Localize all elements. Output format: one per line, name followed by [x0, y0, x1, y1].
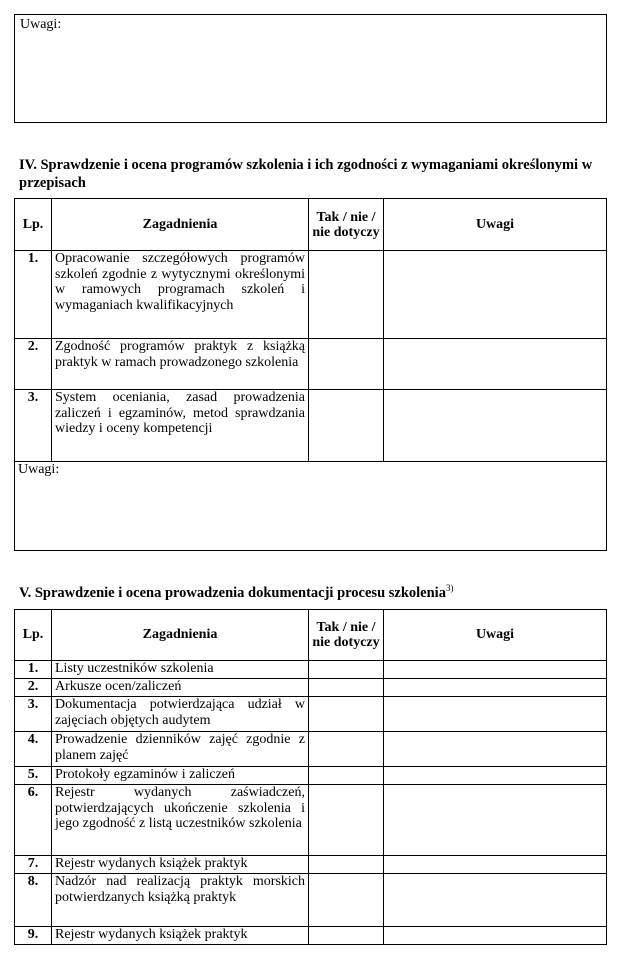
- header-zagadnienia: Zagadnienia: [52, 610, 309, 661]
- top-notes-label: Uwagi:: [20, 17, 62, 32]
- row-topic: Dokumentacja potwierdzająca udział w zajęciach objętych audytem: [52, 697, 309, 732]
- row-topic: Listy uczestników szkolenia: [52, 661, 309, 679]
- top-notes-box[interactable]: [14, 14, 607, 123]
- row-number: 7.: [15, 856, 52, 874]
- footnote-marker: 3): [445, 583, 454, 593]
- row-number: 2.: [15, 679, 52, 697]
- table-row: [15, 927, 607, 945]
- table-row: [15, 339, 607, 390]
- answer-cell[interactable]: [309, 874, 384, 927]
- section-4-notes-label: Uwagi:: [18, 462, 60, 477]
- table-row: [15, 697, 607, 732]
- header-tak-nie: Tak / nie / nie dotyczy: [309, 610, 384, 661]
- remarks-cell[interactable]: [384, 251, 607, 339]
- table-row: [15, 874, 607, 927]
- row-topic: Nadzór nad realizacją praktyk morskich potwierdzanych książką praktyk: [52, 874, 309, 927]
- remarks-cell[interactable]: [384, 874, 607, 927]
- row-topic: Opracowanie szczegółowych programów szkoleń zgodnie z wytycznymi określonymi w ramowych programach szkoleń i wymaganiach kwalifikacyjnych: [52, 251, 309, 339]
- remarks-cell[interactable]: [384, 927, 607, 945]
- answer-cell[interactable]: [309, 697, 384, 732]
- answer-cell[interactable]: [309, 732, 384, 767]
- table-row: [15, 251, 607, 339]
- row-number: 6.: [15, 785, 52, 856]
- row-number: 1.: [15, 251, 52, 339]
- table-row: [15, 856, 607, 874]
- notes-row: [15, 462, 607, 551]
- row-number: 3.: [15, 390, 52, 462]
- answer-cell[interactable]: [309, 390, 384, 462]
- header-uwagi: Uwagi: [384, 610, 607, 661]
- section-5-title: [19, 584, 630, 602]
- answer-cell[interactable]: [309, 339, 384, 390]
- table-row: [15, 767, 607, 785]
- answer-cell[interactable]: [309, 785, 384, 856]
- table-header-row: [15, 199, 607, 251]
- header-lp: Lp.: [15, 199, 52, 251]
- row-topic: Arkusze ocen/zaliczeń: [52, 679, 309, 697]
- table-row: [15, 390, 607, 462]
- remarks-cell[interactable]: [384, 339, 607, 390]
- row-number: 2.: [15, 339, 52, 390]
- answer-cell[interactable]: [309, 856, 384, 874]
- remarks-cell[interactable]: [384, 785, 607, 856]
- row-number: 4.: [15, 732, 52, 767]
- row-topic: Rejestr wydanych książek praktyk: [52, 856, 309, 874]
- header-uwagi: Uwagi: [384, 199, 607, 251]
- table-row: [15, 661, 607, 679]
- row-topic: Protokoły egzaminów i zaliczeń: [52, 767, 309, 785]
- header-tak-nie: Tak / nie / nie dotyczy: [309, 199, 384, 251]
- table-row: [15, 785, 607, 856]
- answer-cell[interactable]: [309, 661, 384, 679]
- row-number: 8.: [15, 874, 52, 927]
- header-lp: Lp.: [15, 610, 52, 661]
- section-4-title: [19, 156, 630, 192]
- remarks-cell[interactable]: [384, 679, 607, 697]
- remarks-cell[interactable]: [384, 697, 607, 732]
- answer-cell[interactable]: [309, 251, 384, 339]
- section-4-title-text: IV. Sprawdzenie i ocena programów szkolenia i ich zgodności z wymaganiami określonymi w przepisach: [19, 157, 593, 191]
- row-topic: System oceniania, zasad prowadzenia zaliczeń i egzaminów, metod sprawdzania wiedzy i oceny kompetencji: [52, 390, 309, 462]
- section-4-table: [14, 198, 607, 551]
- answer-cell[interactable]: [309, 927, 384, 945]
- header-zagadnienia: Zagadnienia: [52, 199, 309, 251]
- table-row: [15, 732, 607, 767]
- row-topic: Prowadzenie dzienników zajęć zgodnie z planem zajęć: [52, 732, 309, 767]
- row-number: 9.: [15, 927, 52, 945]
- row-number: 1.: [15, 661, 52, 679]
- section-5-table: [14, 609, 607, 945]
- row-topic: Zgodność programów praktyk z książką praktyk w ramach prowadzonego szkolenia: [52, 339, 309, 390]
- answer-cell[interactable]: [309, 679, 384, 697]
- remarks-cell[interactable]: [384, 661, 607, 679]
- row-topic: Rejestr wydanych zaświadczeń, potwierdzających ukończenie szkolenia i jego zgodność z listą uczestników szkolenia: [52, 785, 309, 856]
- answer-cell[interactable]: [309, 767, 384, 785]
- remarks-cell[interactable]: [384, 390, 607, 462]
- remarks-cell[interactable]: [384, 767, 607, 785]
- row-number: 5.: [15, 767, 52, 785]
- remarks-cell[interactable]: [384, 732, 607, 767]
- row-topic: Rejestr wydanych książek praktyk: [52, 927, 309, 945]
- row-number: 3.: [15, 697, 52, 732]
- section-5-title-text: V. Sprawdzenie i ocena prowadzenia dokumentacji procesu szkolenia: [19, 585, 446, 601]
- table-header-row: [15, 610, 607, 661]
- section-4-notes-cell[interactable]: [15, 462, 607, 551]
- table-row: [15, 679, 607, 697]
- remarks-cell[interactable]: [384, 856, 607, 874]
